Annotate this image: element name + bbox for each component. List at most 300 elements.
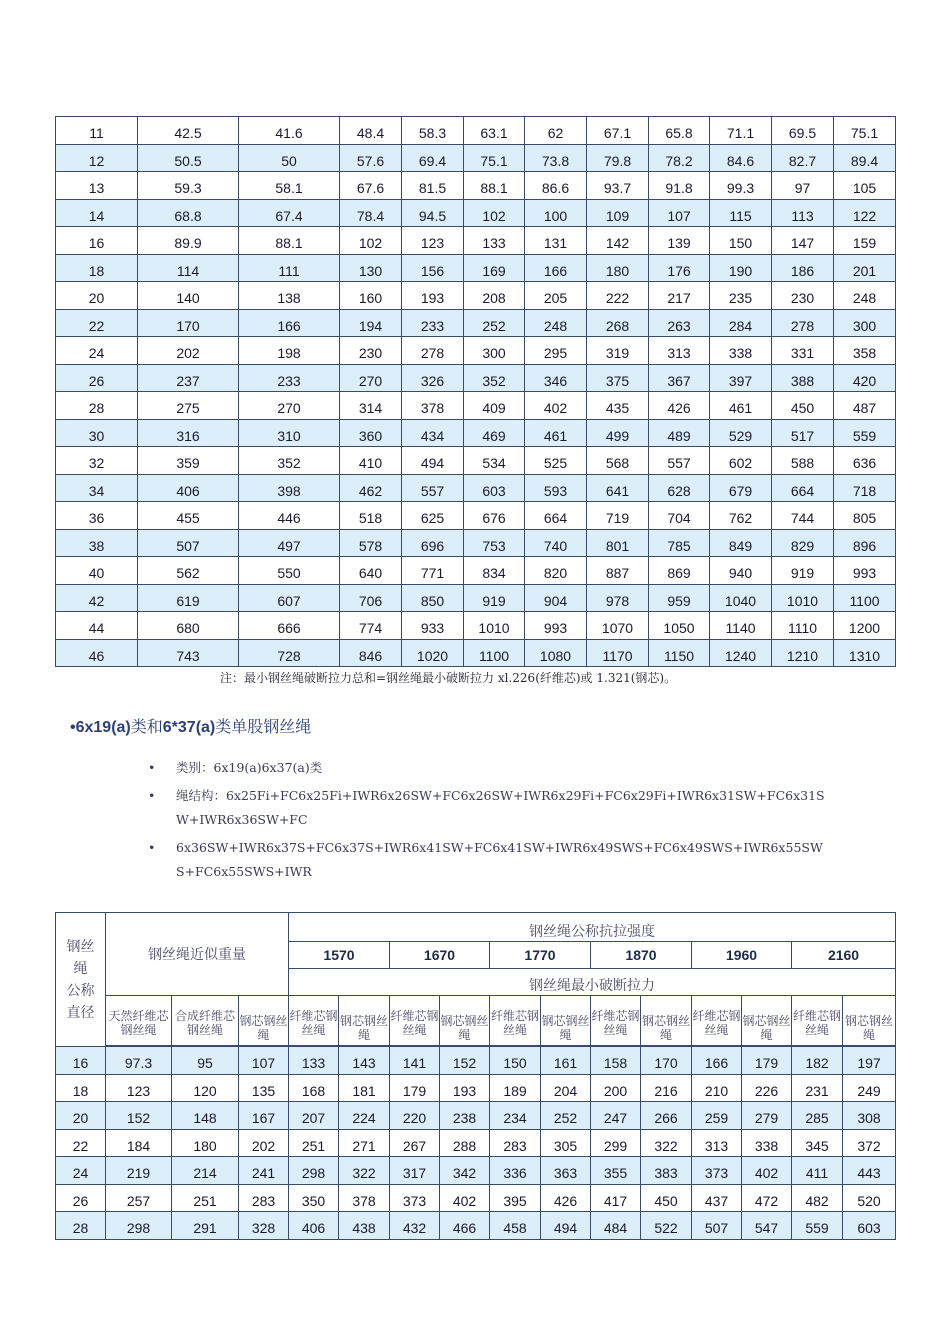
value-cell: 180 — [172, 1129, 239, 1157]
value-cell: 107 — [239, 1047, 289, 1075]
value-cell: 50.5 — [138, 144, 239, 172]
value-cell: 664 — [525, 502, 587, 530]
value-cell: 402 — [440, 1184, 490, 1212]
diameter-cell: 18 — [56, 254, 138, 282]
value-cell: 602 — [710, 447, 772, 475]
value-cell: 359 — [138, 447, 239, 475]
value-cell: 41.6 — [239, 117, 340, 145]
strength-1870: 1870 — [591, 942, 692, 969]
break-sub-steel-text: 钢芯钢丝绳 — [641, 1013, 690, 1042]
value-cell: 202 — [239, 1129, 289, 1157]
value-cell: 237 — [138, 364, 239, 392]
diameter-cell: 40 — [56, 557, 138, 585]
heading-part-1: 6x19(a) — [75, 719, 131, 736]
diameter-header-line1: 钢丝绳 — [66, 938, 95, 977]
value-cell: 160 — [340, 282, 402, 310]
value-cell: 270 — [340, 364, 402, 392]
value-cell: 1110 — [772, 612, 834, 640]
value-cell: 75.1 — [834, 117, 896, 145]
breaking-force-table-1 — [55, 116, 896, 667]
value-cell: 130 — [340, 254, 402, 282]
table-note: 注：最小钢丝绳破断拉力总和=钢丝绳最小破断拉力 xl.226(纤维芯)或 1.321(钢芯)。 — [220, 671, 677, 685]
value-cell: 525 — [525, 447, 587, 475]
diameter-cell: 34 — [56, 474, 138, 502]
value-cell: 461 — [710, 392, 772, 420]
break-sub-steel — [742, 996, 792, 1046]
value-cell: 331 — [772, 337, 834, 365]
value-cell: 409 — [464, 392, 525, 420]
value-cell: 266 — [641, 1102, 692, 1130]
value-cell: 310 — [239, 419, 340, 447]
value-cell: 219 — [106, 1157, 172, 1185]
value-cell: 150 — [710, 227, 772, 255]
diameter-cell: 11 — [56, 117, 138, 145]
diameter-cell: 28 — [56, 392, 138, 420]
value-cell: 494 — [541, 1212, 591, 1240]
diameter-cell: 20 — [56, 1102, 106, 1130]
value-cell: 207 — [289, 1102, 339, 1130]
value-cell: 438 — [339, 1212, 390, 1240]
value-cell: 204 — [541, 1074, 591, 1102]
break-sub-steel — [641, 996, 692, 1046]
table-row — [56, 309, 896, 337]
value-cell: 230 — [772, 282, 834, 310]
value-cell: 383 — [641, 1157, 692, 1185]
value-cell: 753 — [464, 529, 525, 557]
weight-sub-steel — [239, 996, 289, 1046]
value-cell: 93.7 — [587, 172, 649, 200]
value-cell: 75.1 — [464, 144, 525, 172]
value-cell: 829 — [772, 529, 834, 557]
value-cell: 420 — [834, 364, 896, 392]
bullet-dot: • — [148, 788, 156, 803]
value-cell: 81.5 — [402, 172, 464, 200]
value-cell: 1140 — [710, 612, 772, 640]
value-cell: 147 — [772, 227, 834, 255]
value-cell: 728 — [239, 639, 340, 667]
table-row — [56, 254, 896, 282]
value-cell: 466 — [440, 1212, 490, 1240]
value-cell: 59.3 — [138, 172, 239, 200]
value-cell: 193 — [402, 282, 464, 310]
value-cell: 346 — [525, 364, 587, 392]
value-cell: 201 — [834, 254, 896, 282]
value-cell: 636 — [834, 447, 896, 475]
value-cell: 295 — [525, 337, 587, 365]
break-sub-fiber — [792, 996, 843, 1046]
value-cell: 271 — [339, 1129, 390, 1157]
value-cell: 940 — [710, 557, 772, 585]
value-cell: 285 — [792, 1102, 843, 1130]
value-cell: 248 — [834, 282, 896, 310]
value-cell: 507 — [138, 529, 239, 557]
value-cell: 58.3 — [402, 117, 464, 145]
value-cell: 143 — [339, 1047, 390, 1075]
value-cell: 328 — [239, 1212, 289, 1240]
diameter-cell: 22 — [56, 309, 138, 337]
heading-part-4: 类单股钢丝绳 — [215, 717, 312, 736]
value-cell: 820 — [525, 557, 587, 585]
value-cell: 469 — [464, 419, 525, 447]
break-sub-steel-text: 钢芯钢丝绳 — [339, 1013, 388, 1042]
value-cell: 360 — [340, 419, 402, 447]
value-cell: 63.1 — [464, 117, 525, 145]
break-sub-steel-text: 钢芯钢丝绳 — [541, 1013, 590, 1042]
value-cell: 1310 — [834, 639, 896, 667]
value-cell: 771 — [402, 557, 464, 585]
table-row — [56, 1047, 896, 1075]
diameter-cell: 14 — [56, 199, 138, 227]
table-row — [56, 144, 896, 172]
value-cell: 719 — [587, 502, 649, 530]
table-row — [56, 1129, 896, 1157]
value-cell: 588 — [772, 447, 834, 475]
value-cell: 152 — [106, 1102, 172, 1130]
bullet-text-structure-cont: 6x36SW+IWR6x37S+FC6x37S+IWR6x41SW+FC6x41SW+IWR6x49SWS+FC6x49SWS+IWR6x55SWS+FC6x55SWS+IWR — [176, 840, 823, 879]
value-cell: 406 — [138, 474, 239, 502]
value-cell: 71.1 — [710, 117, 772, 145]
value-cell: 193 — [440, 1074, 490, 1102]
value-cell: 342 — [440, 1157, 490, 1185]
value-cell: 180 — [587, 254, 649, 282]
diameter-cell: 30 — [56, 419, 138, 447]
table-row — [56, 639, 896, 667]
value-cell: 338 — [742, 1129, 792, 1157]
value-cell: 166 — [239, 309, 340, 337]
value-cell: 283 — [490, 1129, 541, 1157]
value-cell: 406 — [289, 1212, 339, 1240]
value-cell: 170 — [641, 1047, 692, 1075]
value-cell: 1010 — [464, 612, 525, 640]
value-cell: 494 — [402, 447, 464, 475]
value-cell: 252 — [464, 309, 525, 337]
value-cell: 313 — [692, 1129, 742, 1157]
value-cell: 1070 — [587, 612, 649, 640]
value-cell: 84.6 — [710, 144, 772, 172]
value-cell: 176 — [649, 254, 710, 282]
value-cell: 1040 — [710, 584, 772, 612]
value-cell: 484 — [591, 1212, 641, 1240]
value-cell: 1020 — [402, 639, 464, 667]
value-cell: 194 — [340, 309, 402, 337]
value-cell: 57.6 — [340, 144, 402, 172]
value-cell: 122 — [834, 199, 896, 227]
value-cell: 410 — [340, 447, 402, 475]
value-cell: 487 — [834, 392, 896, 420]
value-cell: 363 — [541, 1157, 591, 1185]
value-cell: 850 — [402, 584, 464, 612]
value-cell: 97.3 — [106, 1047, 172, 1075]
value-cell: 300 — [834, 309, 896, 337]
value-cell: 259 — [692, 1102, 742, 1130]
diameter-cell: 16 — [56, 227, 138, 255]
diameter-cell: 44 — [56, 612, 138, 640]
value-cell: 557 — [402, 474, 464, 502]
value-cell: 181 — [339, 1074, 390, 1102]
value-cell: 158 — [591, 1047, 641, 1075]
value-cell: 1100 — [464, 639, 525, 667]
value-cell: 111 — [239, 254, 340, 282]
value-cell: 161 — [541, 1047, 591, 1075]
value-cell: 208 — [464, 282, 525, 310]
strength-1960: 1960 — [692, 942, 792, 969]
value-cell: 450 — [772, 392, 834, 420]
table-row — [56, 529, 896, 557]
value-cell: 270 — [239, 392, 340, 420]
table-row — [56, 1212, 896, 1240]
value-cell: 78.2 — [649, 144, 710, 172]
weight-sub-natural-text: 天然纤维芯钢丝绳 — [108, 1008, 169, 1037]
value-cell: 231 — [792, 1074, 843, 1102]
value-cell: 48.4 — [340, 117, 402, 145]
value-cell: 69.5 — [772, 117, 834, 145]
diameter-cell: 24 — [56, 337, 138, 365]
heading-part-3: 6*37(a) — [162, 719, 216, 736]
table-row — [56, 1102, 896, 1130]
value-cell: 168 — [289, 1074, 339, 1102]
value-cell: 887 — [587, 557, 649, 585]
value-cell: 774 — [340, 612, 402, 640]
value-cell: 109 — [587, 199, 649, 227]
diameter-cell: 26 — [56, 1184, 106, 1212]
value-cell: 446 — [239, 502, 340, 530]
value-cell: 846 — [340, 639, 402, 667]
table-row — [56, 419, 896, 447]
table-row — [56, 1184, 896, 1212]
value-cell: 805 — [834, 502, 896, 530]
value-cell: 432 — [390, 1212, 440, 1240]
value-cell: 322 — [339, 1157, 390, 1185]
break-sub-fiber — [692, 996, 742, 1046]
value-cell: 179 — [742, 1047, 792, 1075]
value-cell: 152 — [440, 1047, 490, 1075]
break-header: 钢丝绳最小破断拉力 — [289, 969, 896, 996]
value-cell: 849 — [710, 529, 772, 557]
value-cell: 241 — [239, 1157, 289, 1185]
value-cell: 268 — [587, 309, 649, 337]
break-sub-steel-text: 钢芯钢丝绳 — [742, 1013, 791, 1042]
value-cell: 959 — [649, 584, 710, 612]
value-cell: 706 — [340, 584, 402, 612]
value-cell: 67.1 — [587, 117, 649, 145]
value-cell: 603 — [464, 474, 525, 502]
break-sub-fiber-text: 纤维芯钢丝绳 — [792, 1008, 841, 1037]
value-cell: 696 — [402, 529, 464, 557]
value-cell: 65.8 — [649, 117, 710, 145]
value-cell: 834 — [464, 557, 525, 585]
value-cell: 679 — [710, 474, 772, 502]
value-cell: 1050 — [649, 612, 710, 640]
value-cell: 373 — [692, 1157, 742, 1185]
value-cell: 95 — [172, 1047, 239, 1075]
break-sub-fiber-text: 纤维芯钢丝绳 — [289, 1008, 338, 1037]
value-cell: 220 — [390, 1102, 440, 1130]
value-cell: 238 — [440, 1102, 490, 1130]
value-cell: 666 — [239, 612, 340, 640]
diameter-header-line2: 公称 — [66, 982, 95, 999]
break-sub-fiber — [591, 996, 641, 1046]
break-sub-fiber-text: 纤维芯钢丝绳 — [692, 1008, 741, 1037]
break-sub-steel — [843, 996, 896, 1046]
value-cell: 367 — [649, 364, 710, 392]
break-sub-steel — [339, 996, 390, 1046]
value-cell: 562 — [138, 557, 239, 585]
value-cell: 97 — [772, 172, 834, 200]
value-cell: 298 — [289, 1157, 339, 1185]
value-cell: 186 — [772, 254, 834, 282]
diameter-cell: 26 — [56, 364, 138, 392]
value-cell: 801 — [587, 529, 649, 557]
value-cell: 73.8 — [525, 144, 587, 172]
value-cell: 275 — [138, 392, 239, 420]
strength-1770: 1770 — [490, 942, 591, 969]
value-cell: 388 — [772, 364, 834, 392]
value-cell: 426 — [649, 392, 710, 420]
value-cell: 641 — [587, 474, 649, 502]
break-sub-steel-text: 钢芯钢丝绳 — [440, 1013, 489, 1042]
value-cell: 233 — [402, 309, 464, 337]
value-cell: 267 — [390, 1129, 440, 1157]
weight-sub-synthetic-text: 合成纤维芯钢丝绳 — [174, 1008, 235, 1037]
value-cell: 89.4 — [834, 144, 896, 172]
break-sub-steel-text: 钢芯钢丝绳 — [845, 1013, 894, 1042]
diameter-cell: 22 — [56, 1129, 106, 1157]
value-cell: 529 — [710, 419, 772, 447]
value-cell: 355 — [591, 1157, 641, 1185]
value-cell: 139 — [649, 227, 710, 255]
value-cell: 184 — [106, 1129, 172, 1157]
value-cell: 257 — [106, 1184, 172, 1212]
value-cell: 123 — [402, 227, 464, 255]
value-cell: 86.6 — [525, 172, 587, 200]
value-cell: 166 — [525, 254, 587, 282]
break-sub-steel — [541, 996, 591, 1046]
value-cell: 395 — [490, 1184, 541, 1212]
value-cell: 135 — [239, 1074, 289, 1102]
value-cell: 450 — [641, 1184, 692, 1212]
value-cell: 230 — [340, 337, 402, 365]
table-1-body — [56, 117, 896, 667]
strength-1570: 1570 — [289, 942, 390, 969]
strength-2160: 2160 — [792, 942, 896, 969]
value-cell: 398 — [239, 474, 340, 502]
value-cell: 896 — [834, 529, 896, 557]
value-cell: 68.8 — [138, 199, 239, 227]
diameter-cell: 20 — [56, 282, 138, 310]
value-cell: 417 — [591, 1184, 641, 1212]
value-cell: 69.4 — [402, 144, 464, 172]
list-item — [148, 836, 826, 884]
value-cell: 520 — [843, 1184, 896, 1212]
value-cell: 744 — [772, 502, 834, 530]
diameter-cell: 12 — [56, 144, 138, 172]
value-cell: 743 — [138, 639, 239, 667]
value-cell: 94.5 — [402, 199, 464, 227]
value-cell: 224 — [339, 1102, 390, 1130]
value-cell: 559 — [792, 1212, 843, 1240]
value-cell: 919 — [772, 557, 834, 585]
weight-header: 钢丝绳近似重量 — [106, 913, 289, 996]
diameter-cell: 13 — [56, 172, 138, 200]
value-cell: 1100 — [834, 584, 896, 612]
value-cell: 159 — [834, 227, 896, 255]
value-cell: 169 — [464, 254, 525, 282]
value-cell: 182 — [792, 1047, 843, 1075]
value-cell: 216 — [641, 1074, 692, 1102]
bullet-text-category: 类别：6x19(a)6x37(a)类 — [176, 760, 323, 775]
value-cell: 156 — [402, 254, 464, 282]
value-cell: 249 — [843, 1074, 896, 1102]
value-cell: 319 — [587, 337, 649, 365]
value-cell: 298 — [106, 1212, 172, 1240]
value-cell: 316 — [138, 419, 239, 447]
value-cell: 740 — [525, 529, 587, 557]
value-cell: 205 — [525, 282, 587, 310]
value-cell: 50 — [239, 144, 340, 172]
value-cell: 904 — [525, 584, 587, 612]
value-cell: 114 — [138, 254, 239, 282]
value-cell: 607 — [239, 584, 340, 612]
value-cell: 497 — [239, 529, 340, 557]
value-cell: 455 — [138, 502, 239, 530]
table-row — [56, 282, 896, 310]
break-sub-fiber-text: 纤维芯钢丝绳 — [390, 1008, 439, 1037]
value-cell: 557 — [649, 447, 710, 475]
value-cell: 131 — [525, 227, 587, 255]
value-cell: 105 — [834, 172, 896, 200]
value-cell: 278 — [402, 337, 464, 365]
value-cell: 372 — [843, 1129, 896, 1157]
value-cell: 534 — [464, 447, 525, 475]
value-cell: 458 — [490, 1212, 541, 1240]
value-cell: 517 — [772, 419, 834, 447]
value-cell: 628 — [649, 474, 710, 502]
breaking-force-table-2 — [55, 912, 896, 1240]
value-cell: 326 — [402, 364, 464, 392]
value-cell: 138 — [239, 282, 340, 310]
value-cell: 482 — [792, 1184, 843, 1212]
diameter-header-line3: 直径 — [66, 1004, 95, 1021]
value-cell: 210 — [692, 1074, 742, 1102]
diameter-cell: 28 — [56, 1212, 106, 1240]
value-cell: 78.4 — [340, 199, 402, 227]
value-cell: 317 — [390, 1157, 440, 1185]
value-cell: 411 — [792, 1157, 843, 1185]
break-sub-fiber — [390, 996, 440, 1046]
value-cell: 443 — [843, 1157, 896, 1185]
value-cell: 88.1 — [464, 172, 525, 200]
value-cell: 189 — [490, 1074, 541, 1102]
value-cell: 140 — [138, 282, 239, 310]
value-cell: 148 — [172, 1102, 239, 1130]
value-cell: 202 — [138, 337, 239, 365]
value-cell: 397 — [710, 364, 772, 392]
value-cell: 279 — [742, 1102, 792, 1130]
value-cell: 676 — [464, 502, 525, 530]
value-cell: 263 — [649, 309, 710, 337]
value-cell: 190 — [710, 254, 772, 282]
table-row — [56, 172, 896, 200]
value-cell: 313 — [649, 337, 710, 365]
value-cell: 200 — [591, 1074, 641, 1102]
bullet-text-structure: 绳结构：6x25Fi+FC6x25Fi+IWR6x26SW+FC6x26SW+IWR6x29Fi+FC6x29Fi+IWR6x31SW+FC6x31SW+IWR6x36SW+FC — [176, 788, 825, 827]
value-cell: 378 — [339, 1184, 390, 1212]
value-cell: 99.3 — [710, 172, 772, 200]
table-row — [56, 474, 896, 502]
value-cell: 933 — [402, 612, 464, 640]
value-cell: 461 — [525, 419, 587, 447]
value-cell: 1150 — [649, 639, 710, 667]
